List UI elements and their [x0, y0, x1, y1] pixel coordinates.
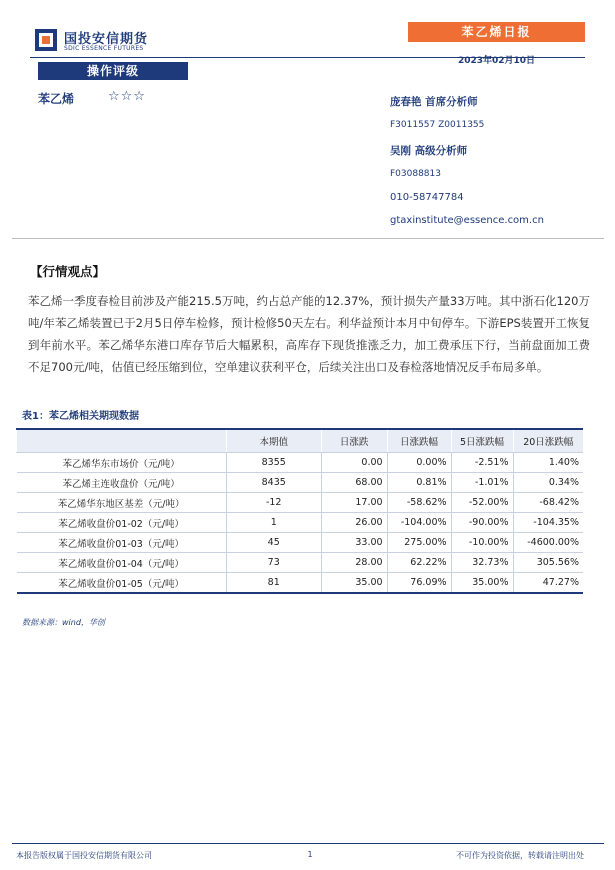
- analyst-1-name: 庞春艳 首席分析师: [390, 96, 478, 108]
- row-label: 苯乙烯收盘价01-03（元/吨）: [17, 533, 227, 553]
- futures-spot-data-table: [16, 428, 583, 594]
- row-label: 苯乙烯华东地区基差（元/吨）: [17, 493, 227, 513]
- footer-divider: [12, 843, 604, 844]
- company-logo: [34, 26, 184, 58]
- section-title: 【行情观点】: [30, 264, 106, 279]
- header-cell: 日涨跌: [321, 429, 387, 453]
- five-day-change-pct: -1.01%: [451, 473, 513, 493]
- header-cell: 日涨跌幅: [387, 429, 451, 453]
- analyst-2-cert: F03088813: [390, 169, 441, 179]
- table-row: [17, 473, 584, 493]
- row-label: 苯乙烯收盘价01-02（元/吨）: [17, 513, 227, 533]
- twenty-day-change-pct: -68.42%: [513, 493, 583, 513]
- rating-label-bar: 操作评级: [38, 62, 188, 80]
- daily-change-pct: -104.00%: [387, 513, 451, 533]
- page-number: 1: [307, 850, 313, 859]
- current-value: 8355: [226, 453, 321, 473]
- current-value: -12: [226, 493, 321, 513]
- table-row: [17, 453, 584, 473]
- five-day-change-pct: 32.73%: [451, 553, 513, 573]
- daily-change-pct: -58.62%: [387, 493, 451, 513]
- daily-change: 35.00: [321, 573, 387, 594]
- twenty-day-change-pct: -104.35%: [513, 513, 583, 533]
- daily-change: 26.00: [321, 513, 387, 533]
- daily-change: 17.00: [321, 493, 387, 513]
- daily-change: 28.00: [321, 553, 387, 573]
- twenty-day-change-pct: 47.27%: [513, 573, 583, 594]
- table-row: [17, 533, 584, 553]
- twenty-day-change-pct: 0.34%: [513, 473, 583, 493]
- daily-change-pct: 62.22%: [387, 553, 451, 573]
- daily-change-pct: 76.09%: [387, 573, 451, 594]
- five-day-change-pct: -52.00%: [451, 493, 513, 513]
- footer-copyright: 本报告版权属于国投安信期货有限公司: [16, 851, 152, 860]
- daily-change-pct: 0.81%: [387, 473, 451, 493]
- report-type-badge: 苯乙烯日报: [408, 22, 585, 42]
- data-source-note: 数据来源：wind，华创: [22, 618, 105, 627]
- twenty-day-change-pct: -4600.00%: [513, 533, 583, 553]
- table-row: [17, 493, 584, 513]
- footer-disclaimer: 不可作为投资依据，转载请注明出处: [456, 851, 584, 860]
- current-value: 45: [226, 533, 321, 553]
- current-value: 81: [226, 573, 321, 594]
- logo-english-name: SDIC ESSENCE FUTURES: [64, 45, 144, 52]
- row-label: 苯乙烯华东市场价（元/吨）: [17, 453, 227, 473]
- header-cell: 本期值: [226, 429, 321, 453]
- table-row: [17, 513, 584, 533]
- contact-email[interactable]: gtaxinstitute@essence.com.cn: [390, 215, 544, 226]
- table-header-row: [17, 429, 584, 453]
- five-day-change-pct: -10.00%: [451, 533, 513, 553]
- daily-change-pct: 275.00%: [387, 533, 451, 553]
- five-day-change-pct: -2.51%: [451, 453, 513, 473]
- current-value: 8435: [226, 473, 321, 493]
- daily-change: 68.00: [321, 473, 387, 493]
- twenty-day-change-pct: 305.56%: [513, 553, 583, 573]
- header-cell: 20日涨跌幅: [513, 429, 583, 453]
- table-row: [17, 573, 584, 594]
- row-label: 苯乙烯收盘价01-04（元/吨）: [17, 553, 227, 573]
- table-title: 表1：苯乙烯相关期现数据: [22, 411, 139, 422]
- row-label: 苯乙烯主连收盘价（元/吨）: [17, 473, 227, 493]
- market-view-paragraph: 苯乙烯一季度春检目前涉及产能215.5万吨，约占总产能的12.37%，预计损失产量33万吨。其中浙石化120万吨/年苯乙烯装置已于2月5日停车检修，预计检修50天左右。利华益预计本月中旬停车。下游EPS装置开工恢复到年前水平。苯乙烯华东港口库存节后大幅累积，高库存下现货推涨乏力，加工费承压下行，当前盘面加工费不足700元/吨，估值已经压缩到位，空单建议获利平仓，后续关注出口及春检落地情况反手布局多单。: [28, 294, 590, 374]
- current-value: 73: [226, 553, 321, 573]
- daily-change: 33.00: [321, 533, 387, 553]
- row-label: 苯乙烯收盘价01-05（元/吨）: [17, 573, 227, 594]
- twenty-day-change-pct: 1.40%: [513, 453, 583, 473]
- rating-stars: ☆☆☆: [108, 89, 146, 104]
- analyst-1-cert: F3011557 Z0011355: [390, 120, 485, 130]
- header-cell: [17, 429, 227, 453]
- header-cell: 5日涨跌幅: [451, 429, 513, 453]
- daily-change: 0.00: [321, 453, 387, 473]
- five-day-change-pct: 35.00%: [451, 573, 513, 594]
- contact-phone: 010-58747784: [390, 192, 464, 203]
- sdic-logo-icon: [34, 28, 58, 52]
- logo-chinese-name: 国投安信期货: [64, 32, 149, 47]
- current-value: 1: [226, 513, 321, 533]
- report-date: 2023年02月10日: [457, 56, 536, 66]
- daily-change-pct: 0.00%: [387, 453, 451, 473]
- five-day-change-pct: -90.00%: [451, 513, 513, 533]
- analyst-2-name: 吴刚 高级分析师: [390, 145, 468, 157]
- product-name: 苯乙烯: [38, 92, 75, 106]
- section-divider: [12, 238, 604, 239]
- table-row: [17, 553, 584, 573]
